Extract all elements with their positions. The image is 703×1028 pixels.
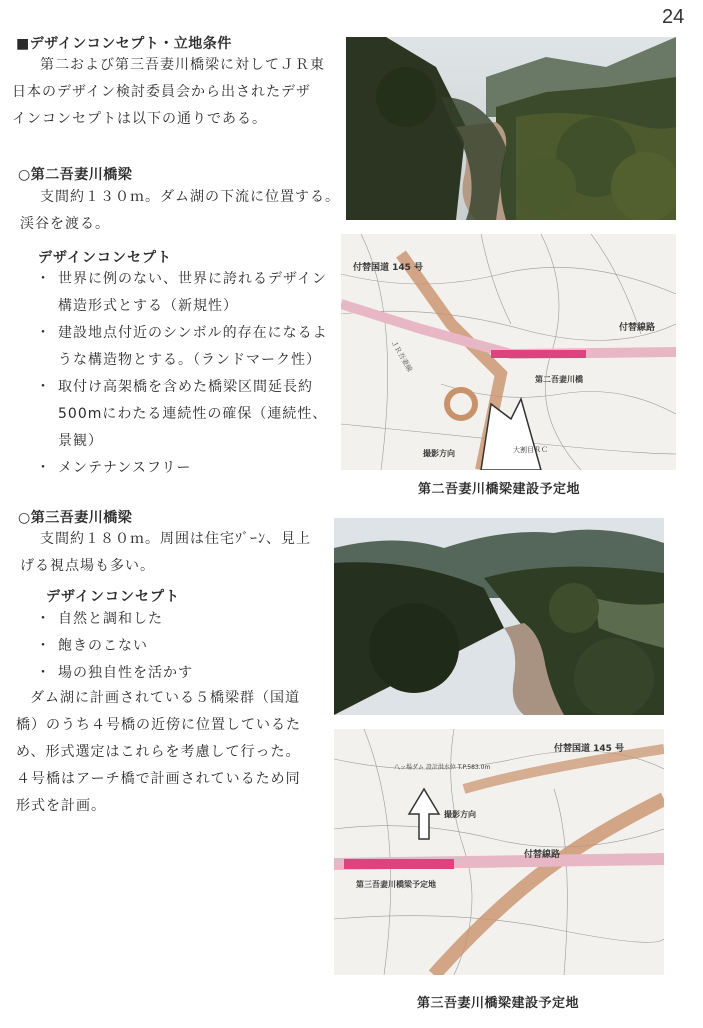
intro-line: 第二および第三吾妻川橋梁に対してＪＲ東 bbox=[40, 57, 325, 73]
bridge3-paragraph bbox=[16, 685, 336, 820]
concept-line: うな構造物とする。（ランドマーク性） bbox=[58, 352, 321, 368]
bridge2-line: 支間約１３０ｍ。ダム湖の下流に位置する。 bbox=[40, 189, 340, 205]
bridge3-map-caption: 第三吾妻川橋梁建設予定地 bbox=[417, 996, 580, 1011]
map-label-bridge: 第三吾妻川橋梁予定地 bbox=[356, 880, 436, 889]
map-label-current-line: ＪＲ吾妻線 bbox=[389, 339, 414, 374]
bridge3-line: げる視点場も多い。 bbox=[20, 558, 155, 574]
bridge2-heading: ○第二吾妻川橋梁 bbox=[18, 167, 133, 183]
paragraph-line: ダム湖に計画されている５橋梁群（国道 bbox=[30, 690, 300, 706]
bridge3-location-marker bbox=[344, 859, 454, 869]
map-label-bridge: 第二吾妻川橋 bbox=[535, 375, 583, 384]
paragraph-line: ４号橋はアーチ橋で計画されているため同 bbox=[16, 771, 301, 787]
map-label-railway: 付替線路 bbox=[524, 850, 561, 860]
bridge2-location-marker bbox=[491, 350, 586, 358]
bridge2-gorge-photo bbox=[346, 37, 676, 220]
bridge3-valley-photo bbox=[334, 518, 664, 715]
bridge2-concept-list bbox=[36, 266, 336, 482]
intro-line: 日本のデザイン検討委員会から出されたデザ bbox=[12, 84, 312, 100]
concept-item bbox=[36, 320, 336, 374]
bridge3-heading: ○第三吾妻川橋梁 bbox=[18, 510, 133, 526]
bridge3-site-map bbox=[334, 729, 664, 975]
concept-line: 500mにわたる連続性の確保（連続性、 bbox=[58, 406, 328, 422]
gorge-photo-graphic bbox=[346, 37, 676, 220]
map-label-station: 大割目ＲＣ bbox=[513, 446, 548, 454]
bridge3-line: 支間約１８０ｍ。周囲は住宅ｿﾞｰﾝ、見上 bbox=[40, 531, 311, 547]
bridge2-site-map bbox=[341, 234, 676, 470]
bridge2-line: 渓谷を渡る。 bbox=[20, 216, 110, 232]
section-intro bbox=[12, 52, 332, 133]
valley-photo-graphic bbox=[334, 518, 664, 715]
concept-line: ・ 世界に例のない、世界に誇れるデザイン bbox=[58, 271, 328, 287]
map-label-direction: 撮影方向 bbox=[444, 810, 476, 819]
page-number: 24 bbox=[662, 6, 685, 28]
concept-item: ・ 自然と調和した bbox=[36, 606, 336, 633]
map-label-direction: 撮影方向 bbox=[423, 449, 455, 458]
concept-item: ・ 飽きのこない bbox=[36, 633, 336, 660]
concept-line: 構造形式とする（新規性） bbox=[58, 298, 238, 314]
map-label-road: 付替国道 145 号 bbox=[554, 744, 625, 754]
bridge3-map-graphic bbox=[334, 729, 664, 975]
section-heading: ■デザインコンセプト・立地条件 bbox=[16, 36, 232, 52]
bridge2-map-graphic bbox=[341, 234, 676, 470]
concept-line: ・ 建設地点付近のシンボル的存在になるよ bbox=[58, 325, 328, 341]
map-label-dam: 八ッ場ダム 設計洪水位 T.P.583.0m bbox=[394, 764, 491, 771]
paragraph-line: 形式を計画。 bbox=[16, 798, 106, 814]
concept-item bbox=[36, 455, 336, 482]
concept-item: ・ 場の独自性を活かす bbox=[36, 660, 336, 687]
paragraph-line: 橋）のうち４号橋の近傍に位置しているた bbox=[16, 717, 301, 733]
bridge2-concept-heading: デザインコンセプト bbox=[38, 250, 173, 266]
concept-line: ・ メンテナンスフリー bbox=[58, 460, 192, 476]
bridge2-description bbox=[20, 184, 340, 238]
bridge2-map-caption: 第二吾妻川橋梁建設予定地 bbox=[418, 482, 581, 497]
bridge3-concept-list bbox=[36, 606, 336, 687]
map-label-railway: 付替線路 bbox=[619, 323, 656, 333]
map-label-road: 付替国道 145 号 bbox=[353, 263, 424, 273]
concept-item bbox=[36, 374, 336, 455]
concept-line: 景観） bbox=[58, 433, 103, 449]
bridge3-concept-heading: デザインコンセプト bbox=[46, 589, 181, 605]
paragraph-line: め、形式選定はこれらを考慮して行った。 bbox=[16, 744, 301, 760]
concept-line: ・ 取付け高架橋を含めた橋梁区間延長約 bbox=[58, 379, 313, 395]
bridge3-description bbox=[20, 526, 340, 580]
concept-item bbox=[36, 266, 336, 320]
intro-line: インコンセプトは以下の通りである。 bbox=[12, 111, 267, 127]
